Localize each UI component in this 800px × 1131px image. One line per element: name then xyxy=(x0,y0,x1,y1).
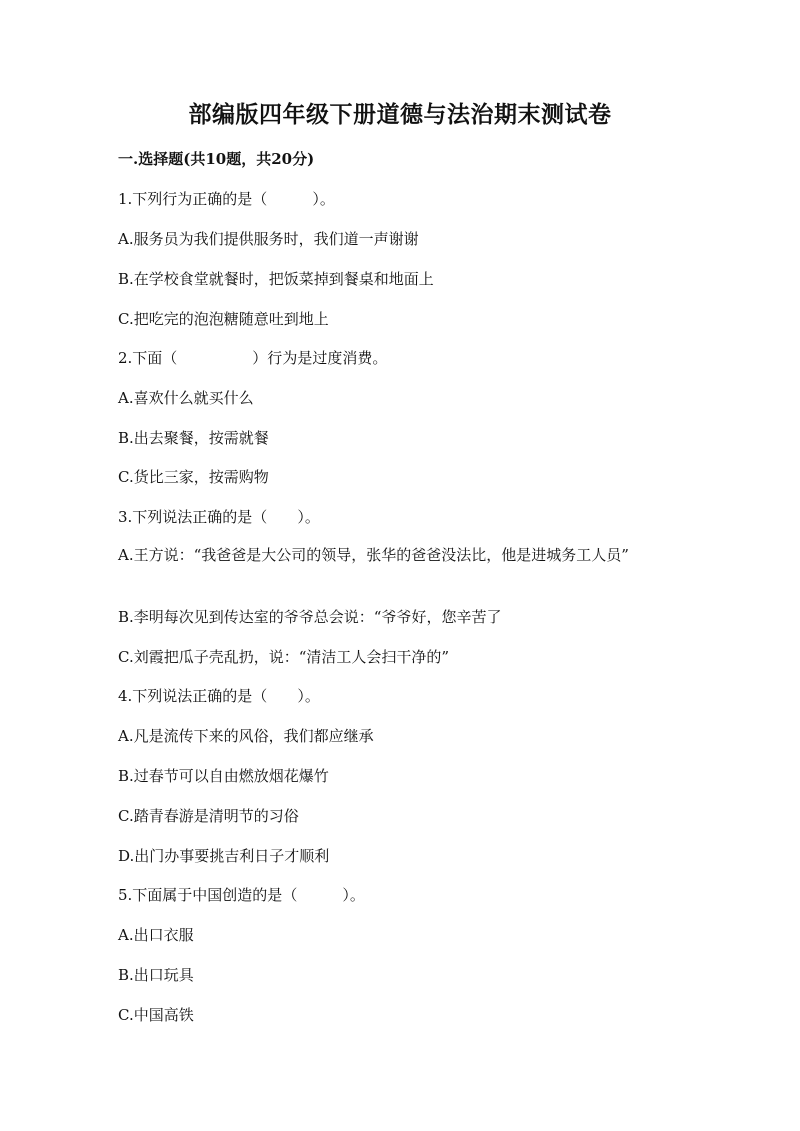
question-1-option-b: B.在学校食堂就餐时，把饭菜掉到餐桌和地面上 xyxy=(118,270,434,288)
question-5-option-c: C.中国高铁 xyxy=(118,1006,194,1024)
question-2-option-a: A.喜欢什么就买什么 xyxy=(118,389,254,407)
question-5-stem: 5.下面属于中国创造的是（ ）。 xyxy=(118,886,365,904)
question-4-stem: 4.下列说法正确的是（ ）。 xyxy=(118,687,320,705)
question-3-stem: 3.下列说法正确的是（ ）。 xyxy=(118,508,320,526)
question-2-option-c: C.货比三家，按需购物 xyxy=(118,468,269,486)
question-1-option-c: C.把吃完的泡泡糖随意吐到地上 xyxy=(118,310,329,328)
question-4-option-d: D.出门办事要挑吉利日子才顺利 xyxy=(118,847,330,865)
question-5-option-b: B.出口玩具 xyxy=(118,966,194,984)
question-3-option-b: B.李明每次见到传达室的爷爷总会说：“爷爷好，您辛苦了 xyxy=(118,608,502,626)
question-3-option-a: A.王方说：“我爸爸是大公司的领导，张华的爸爸没法比，他是进城务工人员” xyxy=(118,546,629,564)
question-1-stem: 1.下列行为正确的是（ ）。 xyxy=(118,190,335,208)
question-4-option-b: B.过春节可以自由燃放烟花爆竹 xyxy=(118,767,329,785)
question-5-option-a: A.出口衣服 xyxy=(118,926,194,944)
question-1-option-a: A.服务员为我们提供服务时，我们道一声谢谢 xyxy=(118,230,419,248)
page-title: 部编版四年级下册道德与法治期末测试卷 xyxy=(188,101,612,128)
question-3-option-c: C.刘霞把瓜子壳乱扔，说：“清洁工人会扫干净的” xyxy=(118,648,450,666)
section-heading: 一.选择题(共10题，共20分) xyxy=(118,150,315,168)
question-4-option-c: C.踏青春游是清明节的习俗 xyxy=(118,807,299,825)
question-2-option-b: B.出去聚餐，按需就餐 xyxy=(118,429,269,447)
question-4-option-a: A.凡是流传下来的风俗，我们都应继承 xyxy=(118,727,374,745)
question-2-stem: 2.下面（ ）行为是过度消费。 xyxy=(118,349,388,367)
